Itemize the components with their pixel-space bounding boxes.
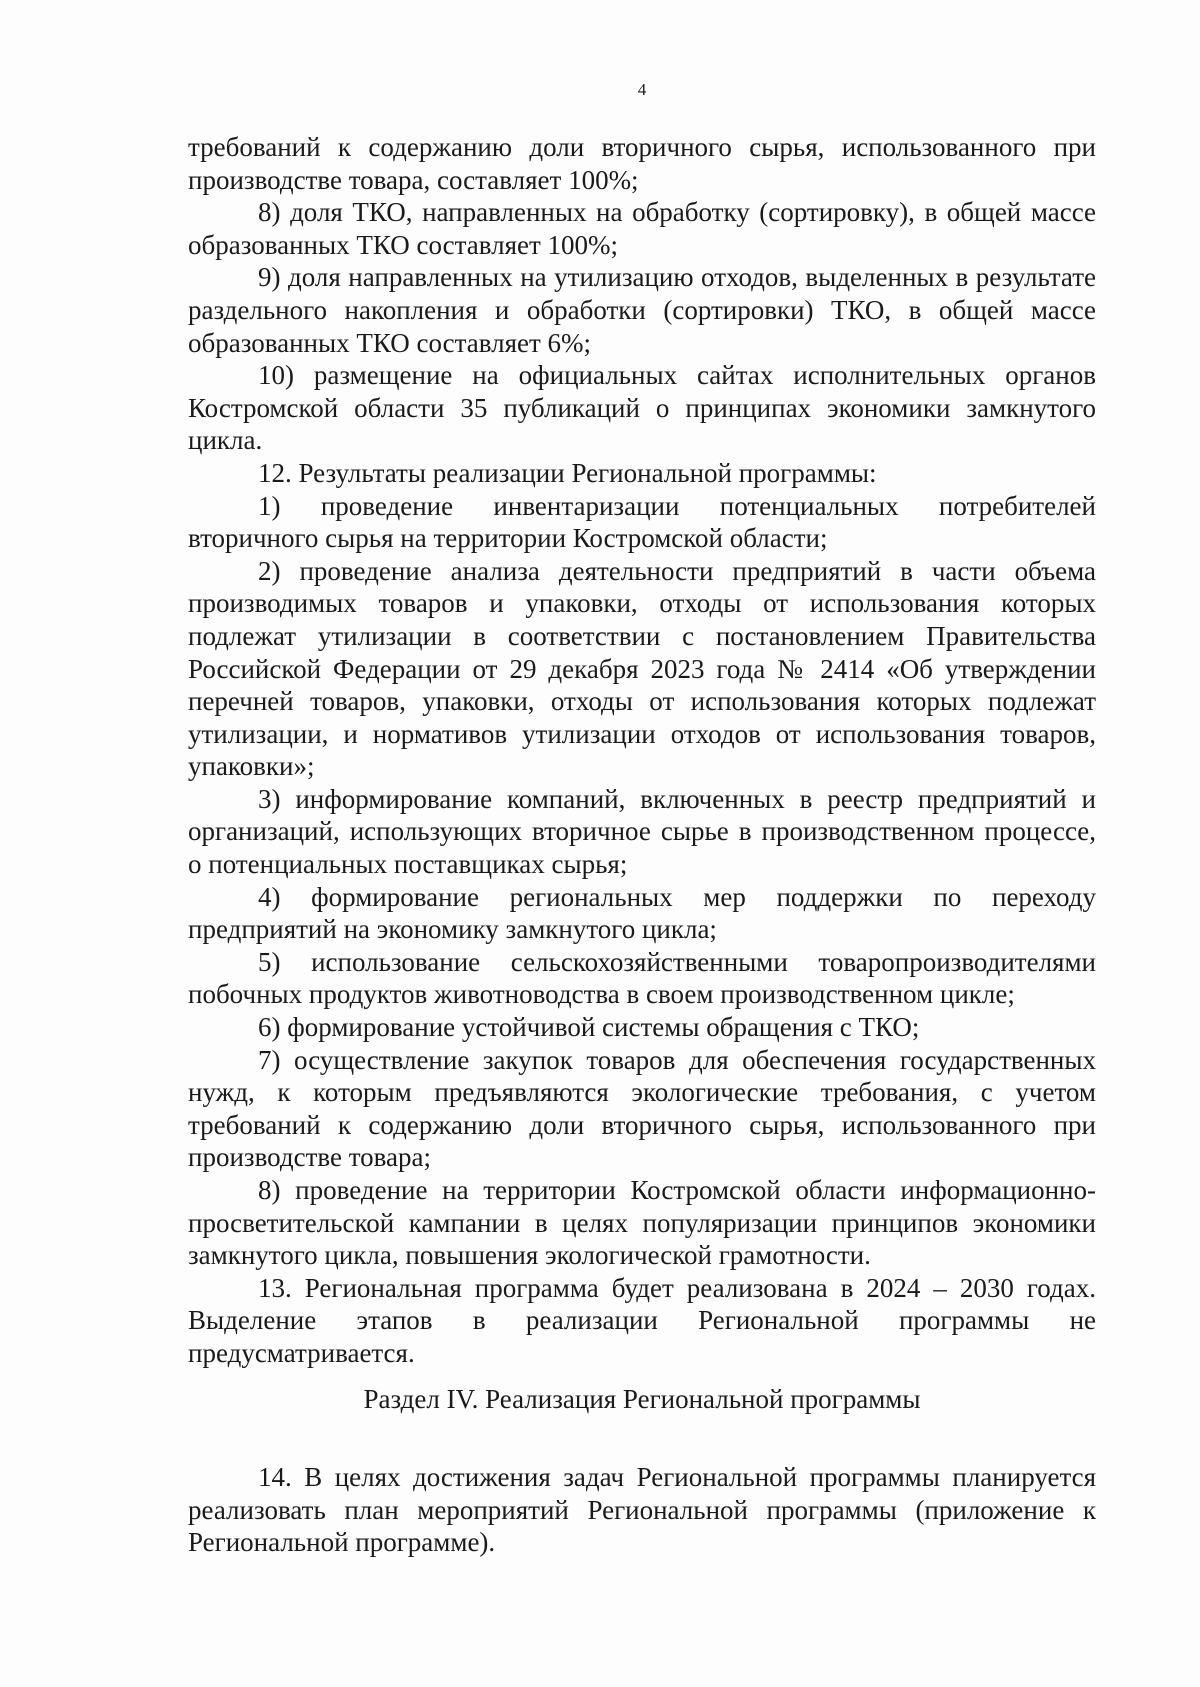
page-number: 4 bbox=[637, 80, 647, 99]
paragraph-12-results-heading: 12. Результаты реализации Региональной программы: bbox=[258, 457, 877, 488]
paragraph-13-timeline: 13. Региональная программа будет реализована в 2024 – 2030 годах. Выделение этапов в реализации Региональной программы не предусматривается. bbox=[188, 1272, 1096, 1368]
paragraph-continuation: требований к содержанию доли вторичного сырья, использованного при производстве товара, составляет 100%; bbox=[188, 132, 1096, 195]
paragraph-item-10-publications: 10) размещение на официальных сайтах исполнительных органов Костромской области 35 публикаций о принципах экономики замкнутого цикла. bbox=[188, 360, 1096, 456]
paragraph-item-9-tko-utilization: 9) доля направленных на утилизацию отходов, выделенных в результате раздельного накопления и обработки (сортировки) ТКО, в общей массе образованных ТКО составляет 6%; bbox=[188, 262, 1096, 358]
document-body bbox=[188, 131, 1096, 1370]
paragraph-result-8: 8) проведение на территории Костромской области информационно-просветительской кампании в целях популяризации принципов экономики замкнутого цикла, повышения экологической грамотности. bbox=[188, 1175, 1096, 1271]
section-heading: Раздел IV. Реализация Региональной программы bbox=[363, 1384, 921, 1414]
paragraph-result-6: 6) формирование устойчивой системы обращения с ТКО; bbox=[258, 1012, 920, 1043]
closing-section bbox=[188, 1461, 1096, 1559]
paragraph-result-5: 5) использование сельскохозяйственными товаропроизводителями побочных продуктов животноводства в своем производственном цикле; bbox=[188, 946, 1096, 1010]
paragraph-item-8-tko-processing: 8) доля ТКО, направленных на обработку (сортировку), в общей массе образованных ТКО составляет 100%; bbox=[188, 197, 1096, 260]
paragraph-result-1: 1) проведение инвентаризации потенциальных потребителей вторичного сырья на территории Костромской области; bbox=[188, 490, 1096, 554]
paragraph-result-2: 2) проведение анализа деятельности предприятий в части объема производимых товаров и упаковки, отходы от использования которых подлежат утилизации в соответствии с постановлением Правительства Российской Федерации от 29 декабря 2023 года № 2414 «Об утверждении перечней товаров, упаковки, отходы от использования которых подлежат утилизации, и нормативов утилизации отходов от использования товаров, упаковки»; bbox=[188, 555, 1096, 782]
paragraph-result-4: 4) формирование региональных мер поддержки по переходу предприятий на экономику замкнутого цикла; bbox=[188, 881, 1096, 945]
paragraph-result-3: 3) информирование компаний, включенных в реестр предприятий и организаций, использующих вторичное сырье в производственном процессе, о потенциальных поставщиках сырья; bbox=[188, 783, 1096, 880]
paragraph-result-7: 7) осуществление закупок товаров для обеспечения государственных нужд, к которым предъявляются экологические требования, с учетом требований к содержанию доли вторичного сырья, использованного при производстве товара; bbox=[188, 1044, 1096, 1173]
paragraph-14-plan: 14. В целях достижения задач Региональной программы планируется реализовать план мероприятий Региональной программы (приложение к Региональной программе). bbox=[188, 1462, 1096, 1558]
